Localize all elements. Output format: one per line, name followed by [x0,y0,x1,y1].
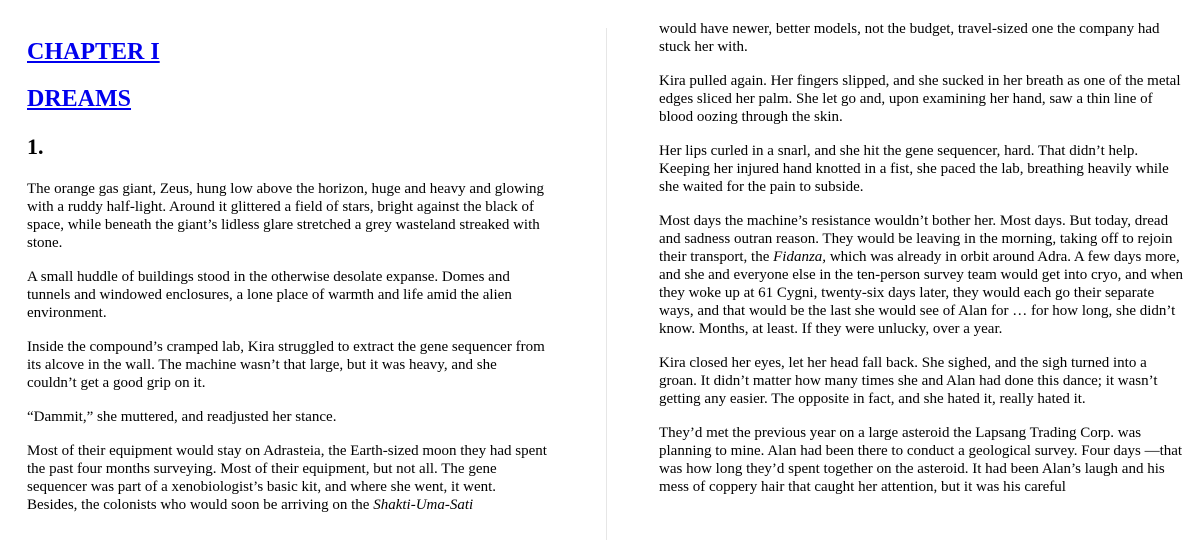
chapter-title-link[interactable]: DREAMS [27,86,132,112]
paragraph-11: They’d met the previous year on a large asteroid the Lapsang Trading Corp. was planning to mine. Alan had been there to conduct a geological survey. Four days —that was how long they’d spent together on the asteroid. It had been Alan’s laugh and his mess of coppery hair that caught her attention, but it was his careful [659,425,1183,495]
ship-name-italic: Shakti-Uma-Sati [373,497,474,513]
page-divider [606,28,607,540]
paragraph-9-text-b: which was already in orbit around Adra. A few days more, and she and everyone else in the ten-person survey team would get into cryo, and when they woke up at 61 Cygni, twenty-six days later, they would each go their separate ways, and that would be the last she would see of Alan for … for how long, she didn’t know. Months, at least. If they were unlucky, over a year. [659,249,1184,337]
right-body-text [659,20,1187,512]
section-number: 1. [27,134,44,159]
paragraph-9 [659,212,1187,338]
paragraph-5 [27,442,549,514]
left-body-text [27,180,549,530]
paragraph-8: Her lips curled in a snarl, and she hit the gene sequencer, hard. That didn’t help. Keeping her injured hand knotted in a fist, she paced the lab, breathing heavily while she waited for the pain to subside. [659,143,1169,195]
paragraph-7: Kira pulled again. Her fingers slipped, and she sucked in her breath as one of the metal edges sliced her palm. She let go and, upon examining her hand, saw a thin line of blood oozing through the skin. [659,73,1181,125]
paragraph-6: would have newer, better models, not the budget, travel-sized one the company had stuck her with. [659,21,1160,55]
chapter-title-heading [27,85,131,113]
transport-name-italic: Fidanza, [773,249,827,265]
chapter-link[interactable]: CHAPTER I [27,39,160,65]
paragraph-9-text-a: Most days the machine’s resistance wouldn’t bother her. Most days. But today, dread and sadness outran reason. They would be leaving in the morning, taking off to rejoin their transport, the [659,213,1173,265]
left-page [0,0,580,540]
paragraph-10: Kira closed her eyes, let her head fall back. She sighed, and the sigh turned into a groan. It didn’t matter how many times she and Alan had done this dance; it wasn’t getting any easier. The opposite in fact, and she hated it, really hated it. [659,355,1158,407]
paragraph-5-text: Most of their equipment would stay on Adrasteia, the Earth-sized moon they had spent the past four months surveying. Most of their equipment, but not all. The gene sequencer was part of a xenobiologist’s basic kit, and where she went, it went. Besides, the colonists who would soon be arriving on the [27,443,547,513]
paragraph-2: A small huddle of buildings stood in the otherwise desolate expanse. Domes and tunnels and windowed enclosures, a lone place of warmth and life amid the alien environment. [27,269,512,321]
paragraph-1: The orange gas giant, Zeus, hung low above the horizon, huge and heavy and glowing with a ruddy half-light. Around it glittered a field of stars, bright against the black of space, while beneath the giant’s lidless glare stretched a grey wasteland streaked with stone. [27,181,544,251]
chapter-heading [27,38,160,66]
paragraph-3: Inside the compound’s cramped lab, Kira struggled to extract the gene sequencer from its alcove in the wall. The machine wasn’t that large, but it was heavy, and she couldn’t get a good grip on it. [27,339,545,391]
right-page [632,0,1196,540]
paragraph-4: “Dammit,” she muttered, and readjusted her stance. [27,409,337,425]
